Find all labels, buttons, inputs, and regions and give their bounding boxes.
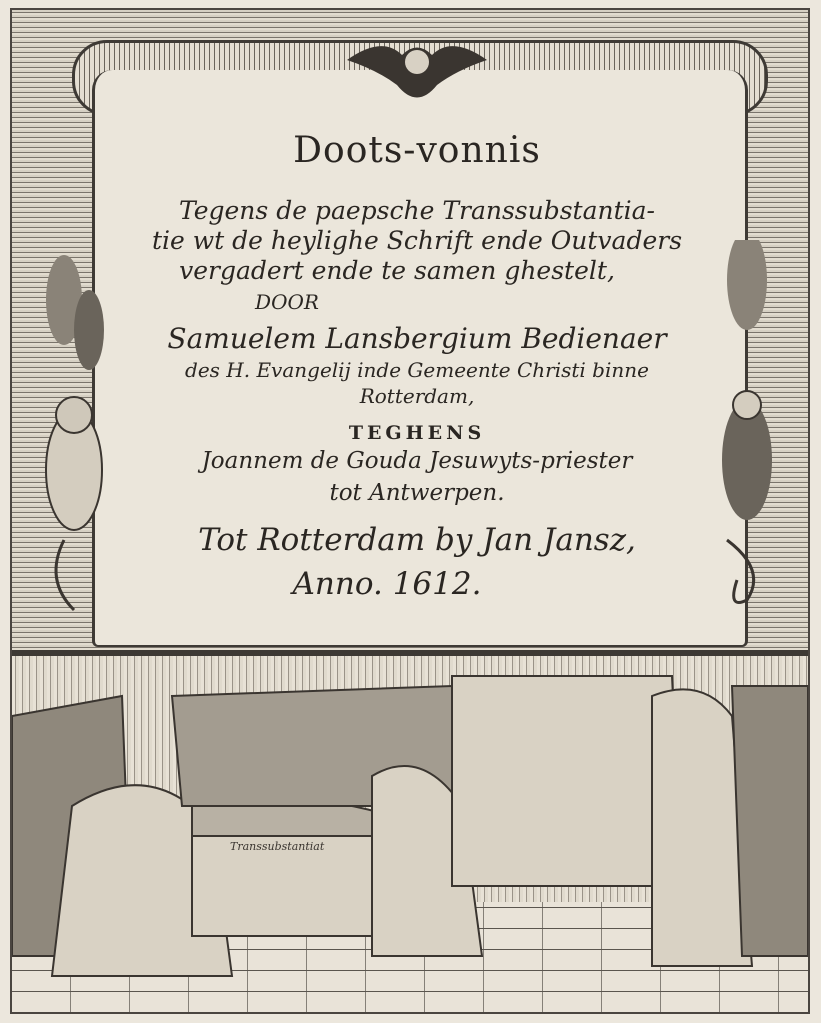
imprint: Tot Rotterdam by Jan Jansz, — [198, 522, 636, 558]
page-title: Doots-vonnis — [293, 130, 541, 171]
altar-inscription: Transsubstantiat — [230, 840, 325, 853]
opponent-name: Joannem de Gouda Jesuwyts-priester — [201, 448, 633, 474]
engraving-plate — [10, 8, 810, 1014]
author-office: des H. Evangelij inde Gemeente Christi binne — [185, 358, 649, 382]
against-label: TEGHENS — [348, 422, 486, 444]
monks-right — [452, 676, 682, 886]
year: Anno. 1612. — [292, 566, 482, 602]
subtitle-line-1: Tegens de paepsche Transsubstantia- — [178, 196, 655, 225]
author-city: Rotterdam, — [359, 384, 475, 408]
subtitle-line-2: tie wt de heylighe Schrift ende Outvaders — [151, 226, 683, 255]
subtitle-line-3: vergadert ende te samen ghestelt, — [179, 256, 615, 285]
by-label: DOOR — [255, 290, 319, 314]
altar-scene — [12, 656, 808, 1012]
bat-ornament — [342, 30, 492, 110]
opponent-city: tot Antwerpen. — [329, 480, 505, 506]
author-name: Samuelem Lansbergium Bedienaer — [167, 322, 667, 355]
figures-far-right — [732, 686, 808, 956]
scene-background — [12, 656, 808, 1012]
